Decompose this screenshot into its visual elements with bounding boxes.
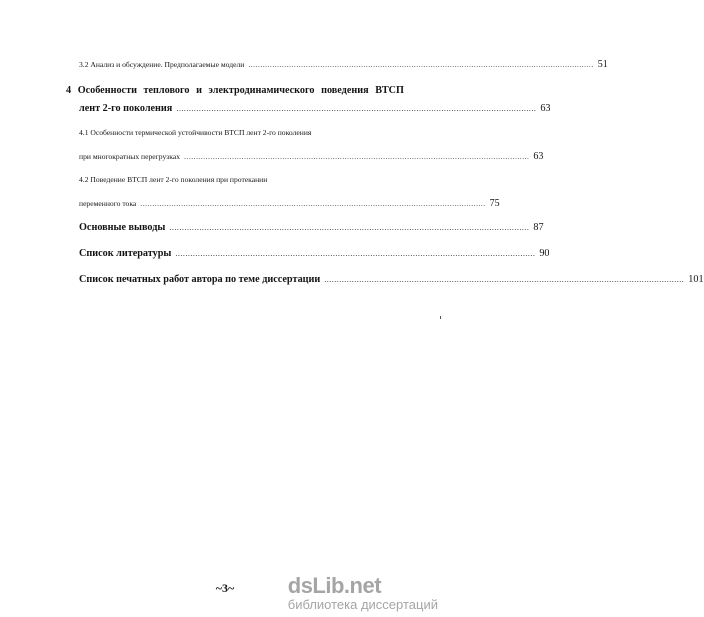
watermark xyxy=(288,575,438,612)
toc-publications xyxy=(79,274,704,285)
chapter-title-word: и xyxy=(196,85,202,96)
dot-leader: ................................................................................................................................................ xyxy=(140,199,486,208)
toc-page-number: 101 xyxy=(688,274,704,285)
toc-entry-4-1-line2 xyxy=(79,151,544,162)
toc-entry-text: 3.2 Анализ и обсуждение. Предполагаемые модели xyxy=(79,60,245,69)
toc-entry-4-2-line1 xyxy=(79,175,403,184)
toc-entry-text: переменного тока xyxy=(79,199,137,208)
toc-chapter-4-heading xyxy=(66,85,404,96)
toc-page-number: 75 xyxy=(489,198,500,209)
toc-entry-4-2-line2 xyxy=(79,198,500,209)
toc-entry-text: Список печатных работ автора по теме диссертации xyxy=(79,274,321,285)
dot-leader: ................................................................................................................................................ xyxy=(175,249,536,258)
watermark-brand: dsLib.net xyxy=(287,573,382,598)
toc-references xyxy=(79,248,550,259)
toc-page-number: 63 xyxy=(540,103,551,114)
toc-page-number: 90 xyxy=(539,248,550,259)
toc-entry-text: лент 2-го поколения xyxy=(79,103,173,114)
page-number: ~3~ xyxy=(215,581,235,595)
chapter-title-word: ВТСП xyxy=(375,85,404,96)
watermark-subtitle: библиотека диссертаций xyxy=(287,597,438,612)
dot-leader: ................................................................................................................................................ xyxy=(248,60,594,69)
toc-entry-text: 4.1 Особенности термической устойчивости ВТСП лент 2-го поколения xyxy=(79,128,312,137)
toc-entry-text: Список литературы xyxy=(79,248,172,259)
dot-leader: ................................................................................................................................................ xyxy=(176,104,537,113)
chapter-number: 4 xyxy=(66,85,72,96)
chapter-title-word: поведения xyxy=(321,85,369,96)
toc-page-number: 87 xyxy=(533,222,544,233)
dot-leader: ................................................................................................................................................ xyxy=(184,152,530,161)
chapter-title-word: электродинамического xyxy=(208,85,315,96)
toc-conclusions xyxy=(79,222,544,233)
toc-entry-text: 4.2 Поведение ВТСП лент 2-го поколения при протекании xyxy=(79,175,268,184)
chapter-title-word: Особенности xyxy=(77,85,137,96)
toc-page-number: 63 xyxy=(533,151,544,162)
scan-speck xyxy=(440,316,441,319)
dot-leader: ................................................................................................................................................ xyxy=(324,275,685,284)
toc-entry-text: Основные выводы xyxy=(79,222,166,233)
chapter-title-word: теплового xyxy=(143,85,190,96)
dot-leader: ................................................................................................................................................ xyxy=(169,223,530,232)
toc-entry-4-1-line1 xyxy=(79,128,403,137)
toc-entry-3-2 xyxy=(79,59,608,70)
toc-entry-text: при многократных перегрузках xyxy=(79,152,181,161)
toc-chapter-4-line2 xyxy=(79,103,551,114)
toc-page-number: 51 xyxy=(597,59,608,70)
